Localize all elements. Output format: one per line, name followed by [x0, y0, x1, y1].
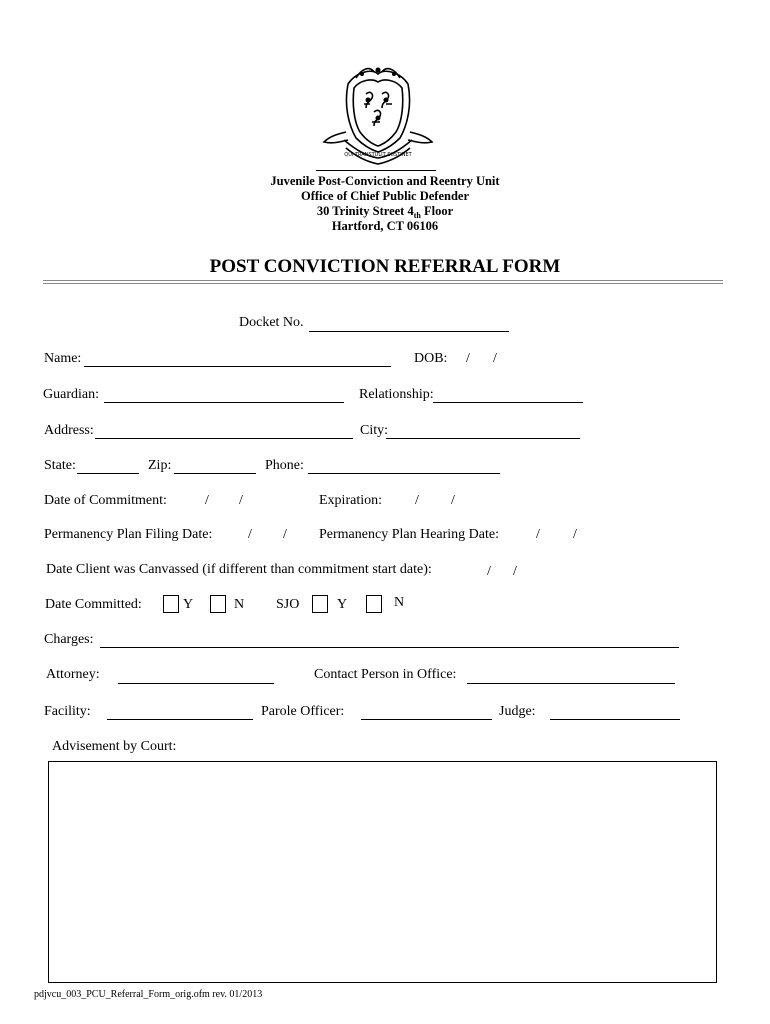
sjo-label: SJO — [276, 597, 300, 612]
facility-label: Facility: — [44, 704, 91, 719]
canvassed-slash-2: / — [513, 564, 517, 579]
sjo-yes-label: Y — [337, 597, 348, 612]
city-field[interactable] — [386, 438, 580, 439]
expiration-slash-2: / — [451, 493, 455, 508]
address-label: Address: — [44, 423, 94, 438]
relationship-field[interactable] — [433, 402, 583, 403]
unit-name: Juvenile Post-Conviction and Reentry Unit — [270, 174, 500, 188]
office-name: Office of Chief Public Defender — [300, 189, 469, 203]
name-label: Name: — [44, 351, 82, 366]
facility-field[interactable] — [107, 719, 253, 720]
name-field[interactable] — [84, 366, 391, 367]
committed-no-label: N — [234, 597, 245, 612]
expiration-label: Expiration: — [319, 493, 382, 508]
dob-label: DOB: — [414, 351, 448, 366]
charges-field[interactable] — [100, 647, 679, 648]
judge-label: Judge: — [499, 704, 536, 719]
street-address: 30 Trinity Street $4_{th}$ Floor — [316, 204, 454, 220]
guardian-label: Guardian: — [43, 387, 99, 402]
pp-hearing-slash-1: / — [536, 527, 540, 542]
commitment-slash-2: / — [239, 493, 243, 508]
parole-label: Parole Officer: — [261, 704, 345, 719]
state-label: State: — [44, 458, 76, 473]
canvassed-slash-1: / — [487, 564, 491, 579]
committed-yes-checkbox[interactable] — [163, 595, 179, 613]
state-seal — [316, 64, 440, 170]
committed-label: Date Committed: — [45, 597, 142, 612]
sjo-yes-checkbox[interactable] — [312, 595, 328, 613]
state-field[interactable] — [77, 473, 139, 474]
expiration-slash-1: / — [415, 493, 419, 508]
zip-field[interactable] — [174, 473, 256, 474]
dob-slash-1: / — [466, 351, 470, 366]
phone-field[interactable] — [308, 473, 500, 474]
advisement-box[interactable] — [48, 761, 717, 983]
contact-field[interactable] — [467, 683, 675, 684]
dob-slash-2: / — [493, 351, 497, 366]
contact-label: Contact Person in Office: — [314, 667, 457, 682]
commitment-slash-1: / — [205, 493, 209, 508]
docket-field[interactable] — [309, 331, 509, 332]
pp-filing-slash-2: / — [283, 527, 287, 542]
form-title: POST CONVICTION REFERRAL FORM — [209, 256, 561, 277]
address-field[interactable] — [95, 438, 353, 439]
title-rule — [43, 280, 723, 284]
relationship-label: Relationship: — [359, 387, 434, 402]
city-label: City: — [360, 423, 389, 438]
pp-filing-slash-1: / — [248, 527, 252, 542]
city-address: Hartford, CT 06106 — [331, 219, 439, 233]
pp-filing-label: Permanency Plan Filing Date: — [44, 527, 213, 542]
committed-yes-label: Y — [183, 597, 194, 612]
advisement-label: Advisement by Court: — [52, 739, 177, 754]
pp-hearing-label: Permanency Plan Hearing Date: — [319, 527, 499, 542]
attorney-label: Attorney: — [46, 667, 100, 682]
zip-label: Zip: — [148, 458, 172, 473]
commitment-date-label: Date of Commitment: — [44, 493, 167, 508]
phone-label: Phone: — [265, 458, 304, 473]
parole-field[interactable] — [361, 719, 492, 720]
pp-hearing-slash-2: / — [573, 527, 577, 542]
sjo-no-checkbox[interactable] — [366, 595, 382, 613]
footer-text: pdjvcu_003_PCU_Referral_Form_orig.ofm rev. 01/2013 — [34, 989, 263, 1000]
seal-motto: QUI TRANSTULIT SUSTINET — [344, 152, 412, 158]
sjo-no-label: N — [394, 595, 405, 610]
canvassed-label: Date Client was Canvassed (if different than commitment start date): — [46, 562, 432, 577]
attorney-field[interactable] — [118, 683, 274, 684]
seal-underline — [316, 170, 436, 171]
judge-field[interactable] — [550, 719, 680, 720]
guardian-field[interactable] — [104, 402, 344, 403]
docket-label: Docket No. — [239, 315, 304, 330]
committed-no-checkbox[interactable] — [210, 595, 226, 613]
charges-label: Charges: — [44, 632, 94, 647]
